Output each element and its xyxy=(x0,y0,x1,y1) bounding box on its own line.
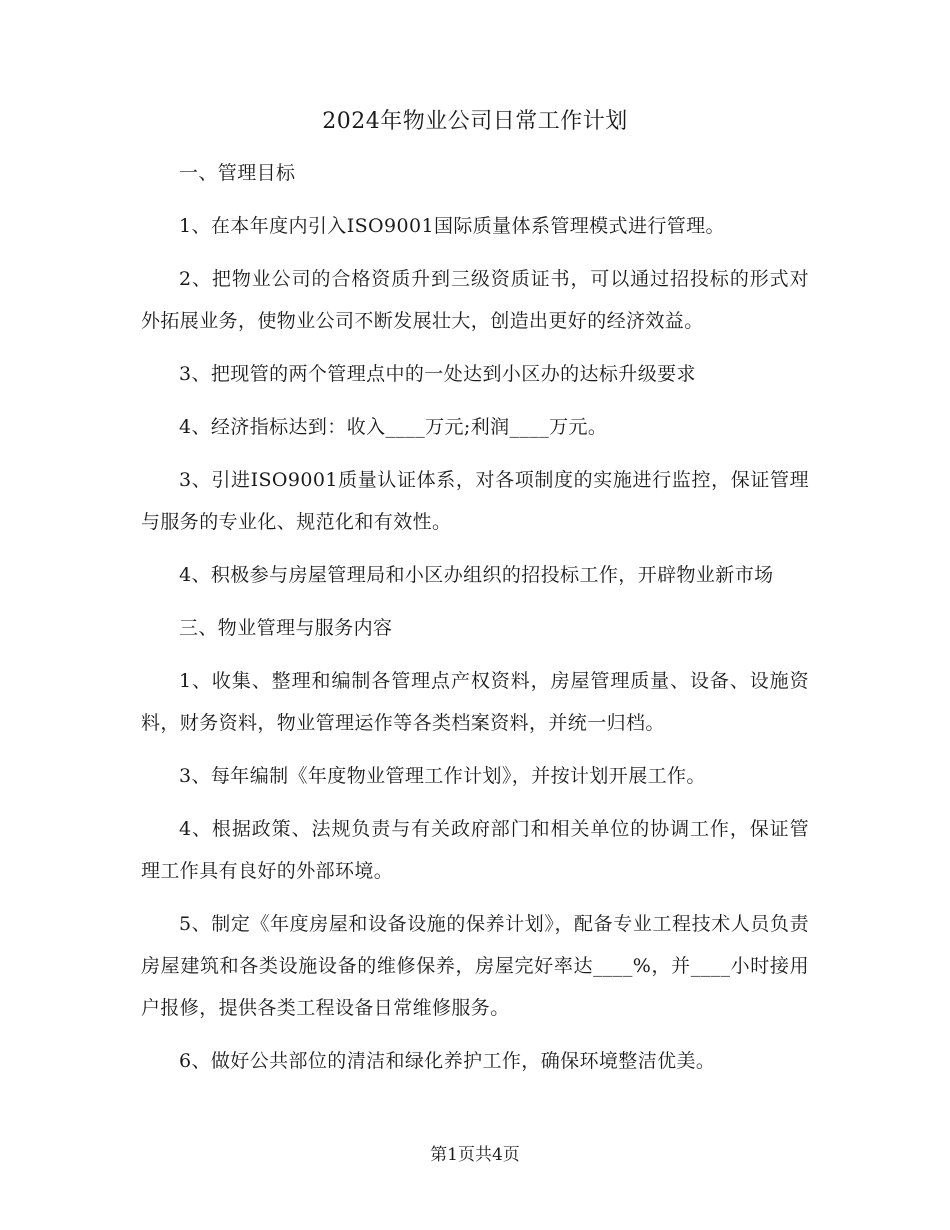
paragraph: 6、做好公共部位的清洁和绿化养护工作，确保环境整洁优美。 xyxy=(179,1050,716,1072)
paragraph: 3、引进ISO9001质量认证体系，对各项制度的实施进行监控，保证管理与服务的专业化、规范化和有效性。 xyxy=(141,469,809,533)
paragraph: 2、把物业公司的合格资质升到三级资质证书，可以通过招投标的形式对外拓展业务，使物业公司不断发展壮大，创造出更好的经济效益。 xyxy=(141,268,809,332)
paragraph: 3、把现管的两个管理点中的一处达到小区办的达标升级要求 xyxy=(179,363,696,385)
paragraph: 1、收集、整理和编制各管理点产权资料，房屋管理质量、设备、设施资料，财务资料，物业管理运作等各类档案资料，并统一归档。 xyxy=(141,670,809,734)
paragraph: 3、每年编制《年度物业管理工作计划》，并按计划开展工作。 xyxy=(179,765,706,787)
paragraph: 4、积极参与房屋管理局和小区办组织的招投标工作，开辟物业新市场 xyxy=(179,564,774,586)
page-number: 第1页共4页 xyxy=(430,1145,520,1165)
paragraph: 4、根据政策、法规负责与有关政府部门和相关单位的协调工作，保证管理工作具有良好的外部环境。 xyxy=(141,818,809,882)
paragraph: 5、制定《年度房屋和设备设施的保养计划》，配备专业工程技术人员负责房屋建筑和各类设施设备的维修保养，房屋完好率达____%，并____小时接用户报修，提供各类工程设备日常维修服务。 xyxy=(141,913,809,1019)
section-heading-management-goals: 一、管理目标 xyxy=(179,162,296,184)
document-body xyxy=(141,152,809,1093)
section-heading-service-content: 三、物业管理与服务内容 xyxy=(179,617,393,639)
paragraph: 1、在本年度内引入ISO9001国际质量体系管理模式进行管理。 xyxy=(179,215,725,237)
paragraph: 4、经济指标达到：收入____万元;利润____万元。 xyxy=(179,416,608,438)
document-title: 2024年物业公司日常工作计划 xyxy=(322,109,628,134)
